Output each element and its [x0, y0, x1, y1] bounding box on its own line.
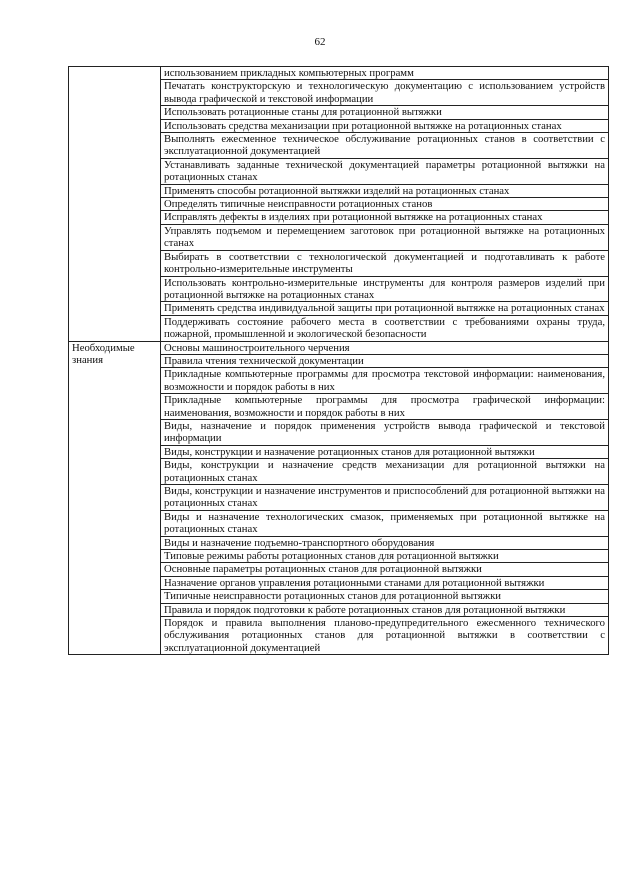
requirements-table [68, 66, 609, 655]
knowledge-item: Типичные неисправности ротационных станов для ротационной вытяжки [161, 590, 609, 603]
skills-item: Управлять подъемом и перемещением заготовок при ротационной вытяжке на ротационных станах [161, 224, 609, 250]
skills-item: Использовать ротационные станы для ротационной вытяжки [161, 106, 609, 119]
skills-item: Исправлять дефекты в изделиях при ротационной вытяжке на ротационных станах [161, 211, 609, 224]
skills-item: Выполнять ежесменное техническое обслуживание ротационных станов в соответствии с эксплуатационной документацией [161, 133, 609, 159]
knowledge-item: Виды, конструкции и назначение инструментов и приспособлений для ротационной вытяжки на ротационных станах [161, 485, 609, 511]
knowledge-item: Порядок и правила выполнения планово-предупредительного ежесменного технического обслуживания ротационных станов для ротационной вытяжки в соответствии с эксплуатационной документацией [161, 617, 609, 655]
knowledge-item: Прикладные компьютерные программы для просмотра графической информации: наименования, возможности и порядок работы в них [161, 394, 609, 420]
requirements-table-body [69, 67, 609, 655]
skills-item: использованием прикладных компьютерных программ [161, 67, 609, 80]
skills-item: Определять типичные неисправности ротационных станов [161, 198, 609, 211]
skills-item: Применять средства индивидуальной защиты при ротационной вытяжке на ротационных станах [161, 302, 609, 315]
knowledge-item: Виды и назначение технологических смазок, применяемых при ротационной вытяжке на ротационных станах [161, 510, 609, 536]
skills-row [69, 67, 609, 80]
skills-item: Использовать контрольно-измерительные инструменты для контроля размеров изделий при ротационной вытяжке на ротационных станах [161, 276, 609, 302]
knowledge-item: Виды, конструкции и назначение средств механизации для ротационной вытяжки на ротационных станах [161, 459, 609, 485]
knowledge-item: Основы машиностроительного черчения [161, 341, 609, 354]
knowledge-row [69, 341, 609, 354]
knowledge-item: Виды и назначение подъемно-транспортного оборудования [161, 536, 609, 549]
page-number: 62 [314, 36, 326, 48]
knowledge-item: Правила чтения технической документации [161, 354, 609, 367]
knowledge-item: Прикладные компьютерные программы для просмотра текстовой информации: наименования, возможности и порядок работы в них [161, 368, 609, 394]
knowledge-item: Виды, конструкции и назначение ротационных станов для ротационной вытяжки [161, 445, 609, 458]
skills-item: Поддерживать состояние рабочего места в соответствии с требованиями охраны труда, пожарной, промышленной и экологической безопасности [161, 315, 609, 341]
knowledge-section-label: Необходимые знания [69, 341, 161, 655]
knowledge-item: Типовые режимы работы ротационных станов для ротационной вытяжки [161, 550, 609, 563]
skills-item: Устанавливать заданные технической документацией параметры ротационной вытяжки на ротационных станах [161, 158, 609, 184]
skills-item: Выбирать в соответствии с технологической документацией и подготавливать к работе контрольно-измерительные инструменты [161, 250, 609, 276]
knowledge-item: Основные параметры ротационных станов для ротационной вытяжки [161, 563, 609, 576]
skills-item: Печатать конструкторскую и технологическую документацию с использованием устройств вывода графической и текстовой информации [161, 80, 609, 106]
skills-section-label [69, 67, 161, 342]
skills-item: Использовать средства механизации при ротационной вытяжке на ротационных станах [161, 119, 609, 132]
skills-item: Применять способы ротационной вытяжки изделий на ротационных станах [161, 184, 609, 197]
knowledge-item: Назначение органов управления ротационными станами для ротационной вытяжки [161, 576, 609, 589]
knowledge-item: Виды, назначение и порядок применения устройств вывода графической и текстовой информации [161, 419, 609, 445]
knowledge-item: Правила и порядок подготовки к работе ротационных станов для ротационной вытяжки [161, 603, 609, 616]
